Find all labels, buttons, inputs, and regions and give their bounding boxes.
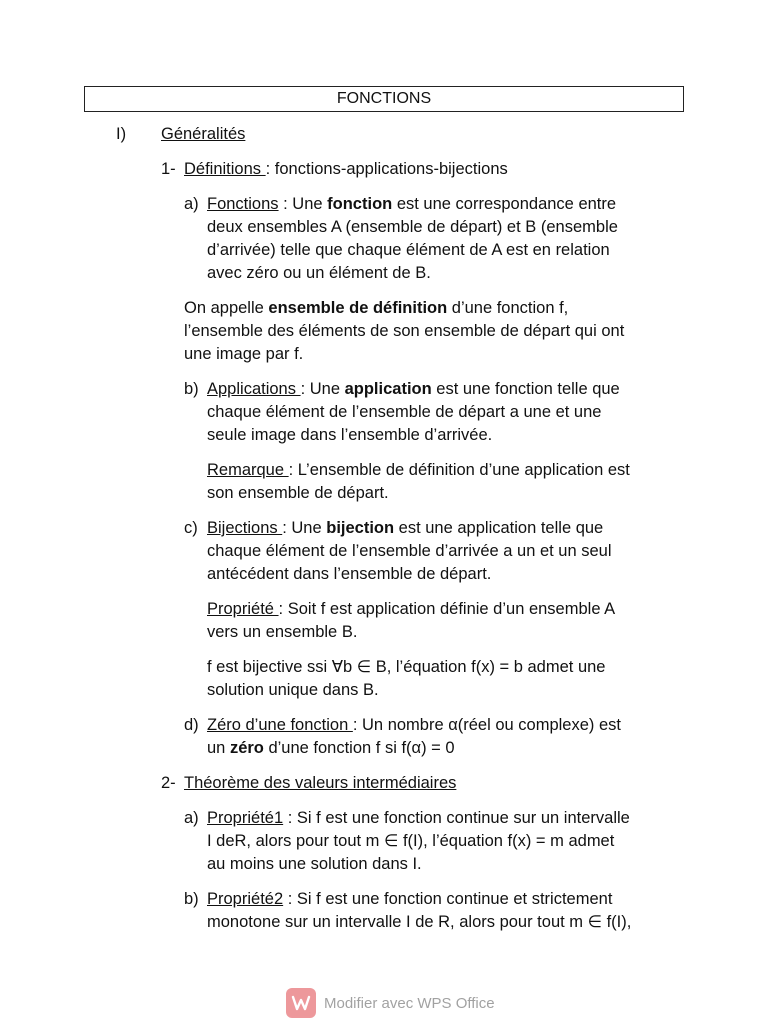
item-marker [184,193,199,216]
propriete-block [207,598,687,644]
item-marker [184,888,199,911]
item-line [207,888,687,911]
item-line: I deR, alors pour tout m ∈ f(I), l’équation f(x) = m admet [207,832,615,850]
propriete-text: : Soit f est application définie d’un ensemble A [278,600,616,618]
watermark-text: Modifier avec WPS Office [324,994,495,1012]
item-bold-term: fonction [327,195,393,213]
subsection-marker-text: 2- [161,774,176,792]
bijective-line: f est bijective ssi ∀b ∈ B, l’équation f(x) = b admet une [207,658,606,676]
item-text: : Si f est une fonction continue sur un intervalle [283,809,630,827]
item-propriete1 [207,807,687,876]
item-line: seule image dans l’ensemble d’arrivée. [207,426,493,444]
item-line: chaque élément de l’ensemble de départ a une et une [207,403,602,421]
item-text: : Une [300,380,345,398]
propriete-line [207,598,687,621]
item-zero [207,714,687,760]
wps-logo-glyph [291,994,311,1012]
item-label: Bijections [207,519,283,537]
section-marker-text: I) [116,125,127,143]
propriete-line: vers un ensemble B. [207,623,358,641]
item-marker-text: d) [184,716,199,734]
item-propriete2 [207,888,687,934]
wps-watermark [286,988,495,1018]
bijective-statement [207,656,687,702]
paragraph-definition-set [184,297,684,366]
item-line: d’arrivée) telle que chaque élément de A est en relation [207,241,610,259]
item-text: est une fonction telle que [431,380,620,398]
item-line: avec zéro ou un élément de B. [207,264,431,282]
subsection-marker [161,158,176,181]
item-line: monotone sur un intervalle I de R, alors pour tout m ∈ f(I), [207,913,632,931]
item-line [207,517,687,540]
paragraph-line: l’ensemble des éléments de son ensemble de départ qui ont [184,322,625,340]
document-title [84,86,684,112]
propriete-label: Propriété [207,600,279,618]
item-text: est une correspondance entre [392,195,617,213]
subsection-heading-rest: : fonctions-applications-bijections [265,160,508,178]
subsection-heading-label: Définitions [184,160,266,178]
remarque-line [207,459,687,482]
item-bold-term: application [344,380,432,398]
item-label: Applications [207,380,301,398]
item-label: Zéro d’une fonction [207,716,353,734]
item-text: : Une [282,519,327,537]
paragraph-bold-term: ensemble de définition [268,299,448,317]
item-marker [184,714,199,737]
item-label: Fonctions [207,195,279,213]
item-text: est une application telle que [394,519,604,537]
item-text: : Si f est une fonction continue et strictement [283,890,613,908]
item-line [207,378,687,401]
item-line [207,807,687,830]
item-text: un [207,739,230,757]
item-text: : Un nombre α(réel ou complexe) est [352,716,621,734]
remarque-line: son ensemble de départ. [207,484,389,502]
section-heading-text: Généralités [161,125,246,143]
item-marker-text: b) [184,890,199,908]
subsection-heading-label: Théorème des valeurs intermédiaires [184,774,457,792]
item-line [207,193,687,216]
item-label: Propriété2 [207,890,284,908]
item-marker-text: c) [184,519,198,537]
subsection-heading [184,158,508,181]
item-bold-term: bijection [326,519,395,537]
item-marker [184,378,199,401]
subsection-marker-text: 1- [161,160,176,178]
remarque-block [207,459,687,505]
item-label: Propriété1 [207,809,284,827]
wps-logo-icon [286,988,316,1018]
item-line: au moins une solution dans I. [207,855,422,873]
title-text: FONCTIONS [336,90,432,107]
item-text: : Une [278,195,328,213]
item-line [207,714,687,737]
item-marker-text: a) [184,809,199,827]
item-text: d’une fonction f si f(α) = 0 [263,739,455,757]
item-fonctions [207,193,687,285]
item-marker [184,807,199,830]
paragraph-line: une image par f. [184,345,304,363]
subsection-marker [161,772,176,795]
paragraph-text: d’une fonction f, [447,299,569,317]
item-marker-text: b) [184,380,199,398]
remarque-text: : L’ensemble de définition d’une application est [288,461,630,479]
item-bijections [207,517,687,586]
subsection-heading [184,772,456,795]
item-marker-text: a) [184,195,199,213]
section-marker [116,123,126,146]
bijective-line: solution unique dans B. [207,681,379,699]
item-applications [207,378,687,447]
item-bold-term: zéro [229,739,264,757]
item-line: deux ensembles A (ensemble de départ) et B (ensemble [207,218,618,236]
item-line [207,737,687,760]
section-heading [161,123,245,146]
paragraph-line [184,297,684,320]
remarque-label: Remarque [207,461,289,479]
paragraph-text: On appelle [184,299,269,317]
item-line: chaque élément de l’ensemble d’arrivée a un et un seul [207,542,612,560]
item-marker [184,517,198,540]
item-line: antécédent dans l’ensemble de départ. [207,565,492,583]
